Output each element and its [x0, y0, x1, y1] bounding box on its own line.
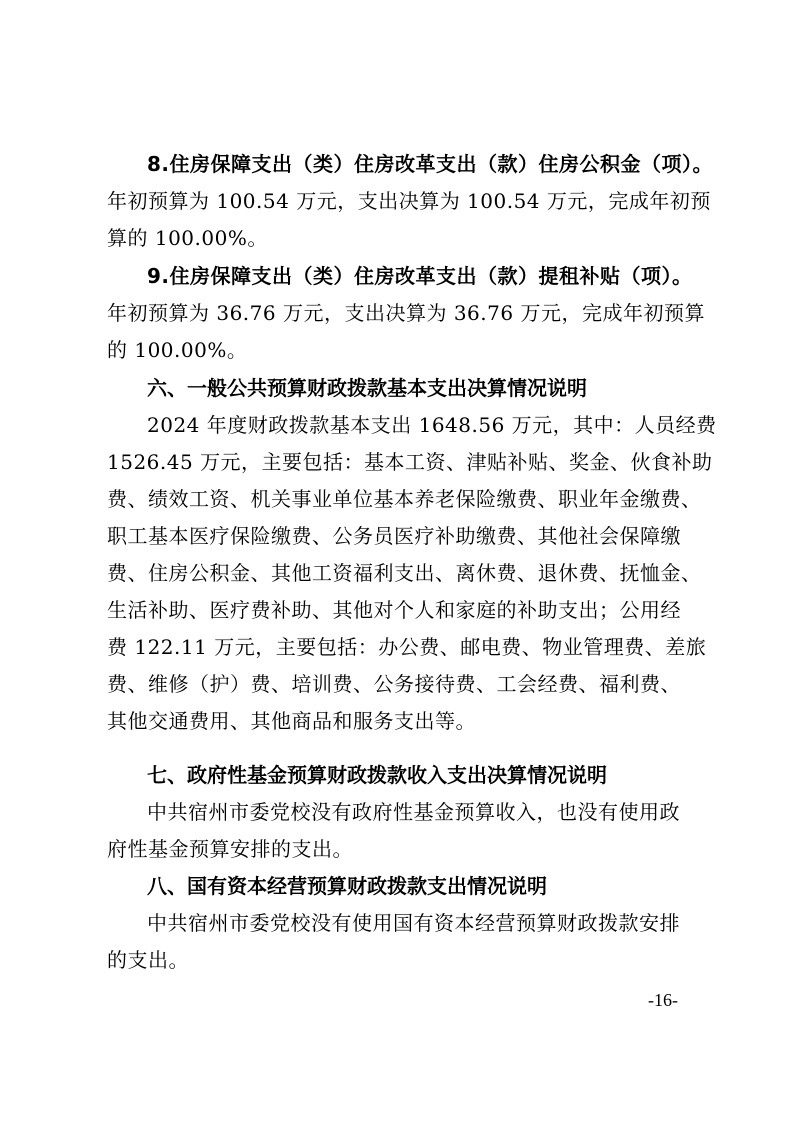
item-9-line-2: 的 100.00%。 [107, 338, 248, 362]
section-7-heading: 七、政府性基金预算财政拨款收入支出决算情况说明 [147, 763, 607, 787]
section-6-line-8: 费、维修（护）费、培训费、公务接待费、工会经费、福利费、 [107, 672, 681, 696]
section-6-line-6: 生活补助、医疗费补助、其他对个人和家庭的补助支出；公用经 [107, 598, 681, 622]
section-6-body [107, 407, 717, 740]
section-7-line-2: 府性基金预算安排的支出。 [107, 837, 353, 861]
item-8-heading: 8.住房保障支出（类）住房改革支出（款）住房公积金（项）。 [147, 152, 714, 176]
item-9-heading: 9.住房保障支出（类）住房改革支出（款）提租补贴（项）。 [147, 264, 693, 288]
section-8-body [107, 905, 697, 979]
section-6-heading: 六、一般公共预算财政拨款基本支出决算情况说明 [147, 376, 587, 400]
page-number: -16- [648, 990, 678, 1010]
section-6-line-9: 其他交通费用、其他商品和服务支出等。 [107, 709, 476, 733]
item-9-line-1: 年初预算为 36.76 万元，支出决算为 36.76 万元，完成年初预算 [107, 301, 705, 325]
section-6-line-2: 1526.45 万元，主要包括：基本工资、津贴补贴、奖金、伙食补助 [107, 450, 713, 474]
section-8-heading: 八、国有资本经营预算财政拨款支出情况说明 [147, 874, 547, 898]
section-7-line-1: 中共宿州市委党校没有政府性基金预算收入，也没有使用政 [147, 800, 680, 824]
item-9-paragraph [107, 258, 705, 369]
section-6-line-7: 费 122.11 万元，主要包括：办公费、邮电费、物业管理费、差旅 [107, 635, 707, 659]
section-6-line-4: 职工基本医疗保险缴费、公务员医疗补助缴费、其他社会保障缴 [107, 524, 681, 548]
section-8-line-2: 的支出。 [107, 948, 189, 972]
section-6-line-5: 费、住房公积金、其他工资福利支出、离休费、退休费、抚恤金、 [107, 561, 702, 585]
section-8-line-1: 中共宿州市委党校没有使用国有资本经营预算财政拨款安排 [147, 911, 680, 935]
item-8-line-1: 年初预算为 100.54 万元，支出决算为 100.54 万元，完成年初预 [107, 189, 711, 213]
section-6-line-3: 费、绩效工资、机关事业单位基本养老保险缴费、职业年金缴费、 [107, 487, 702, 511]
item-8-paragraph [107, 146, 714, 257]
section-6-line-1: 2024 年度财政拨款基本支出 1648.56 万元，其中：人员经费 [147, 413, 717, 437]
item-8-line-2: 算的 100.00%。 [107, 226, 268, 250]
section-7-body [107, 794, 697, 868]
